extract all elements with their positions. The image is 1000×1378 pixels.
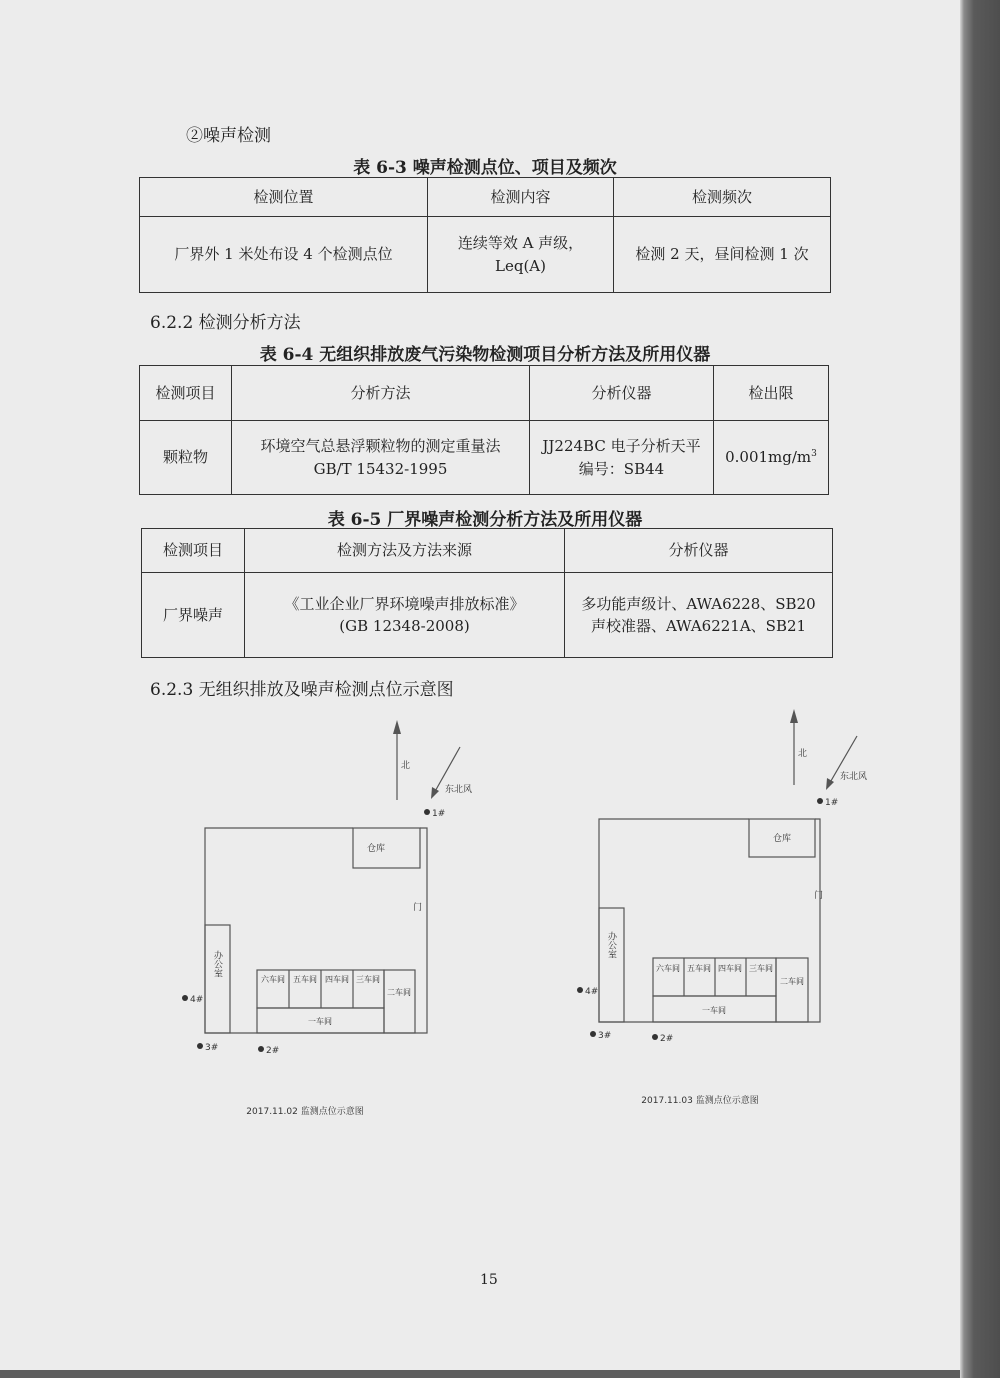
office-label: 办公室 [606,931,616,959]
content-line: Leq(A) [495,256,546,275]
point-2-marker [652,1034,658,1040]
gate-label: 门 [814,891,824,901]
north-label: 北 [401,761,411,771]
table-6-4-header: 检出限 [714,366,829,421]
instrument-line: JJ224BC 电子分析天平 [542,437,701,455]
point-1-label: 1# [825,798,839,808]
wind-label: 东北风 [445,785,473,795]
table-6-4-item-cell: 颗粒物 [140,421,232,495]
workshop-label: 三车间 [749,964,773,973]
table-6-4-caption: 表 6-4 无组织排放废气污染物检测项目分析方法及所用仪器 [259,345,711,365]
gate-label: 门 [413,903,423,913]
workshop-2-label: 二车间 [780,977,804,986]
table-6-3-caption: 表 6-3 噪声检测点位、项目及频次 [353,158,617,178]
table-6-4-header: 分析方法 [232,366,530,421]
table-6-5-header: 检测项目 [142,529,245,573]
workshop-label: 五车间 [293,975,317,984]
instrument-line: 多功能声级计、AWA6228、SB20 [581,594,816,613]
point-4-label: 4# [585,987,599,997]
workshop-1-label: 一车间 [702,1006,726,1015]
workshop-label: 六车间 [656,964,680,973]
page-number: 15 [480,1272,498,1288]
table-6-3-header: 检测频次 [614,178,831,217]
table-6-4-header: 检测项目 [140,366,232,421]
point-1-label: 1# [432,809,446,819]
table-6-3-header: 检测位置 [140,178,428,217]
instrument-line: 编号：SB44 [578,459,665,478]
scanner-edge-bottom [0,1370,960,1378]
method-line: GB/T 15432-1995 [313,459,448,478]
noise-section-label: ②噪声检测 [186,126,271,146]
diagram-1-caption: 2017.11.02 监测点位示意图 [246,1107,364,1117]
method-heading: 6.2.2 检测分析方法 [150,313,301,333]
point-2-label: 2# [266,1046,280,1056]
point-3-marker [590,1031,596,1037]
method-line: 环境空气总悬浮颗粒物的测定重量法 [260,437,501,455]
table-6-5-header: 检测方法及方法来源 [245,529,565,573]
point-3-label: 3# [205,1043,219,1053]
workshop-label: 四车间 [325,975,349,984]
workshop-1-label: 一车间 [308,1017,332,1026]
limit-value: 0.001mg/m [725,448,812,467]
point-1-marker [817,798,823,804]
table-6-5-caption: 表 6-5 厂界噪声检测分析方法及所用仪器 [327,510,643,530]
wind-label: 东北风 [840,772,868,782]
workshop-2-label: 二车间 [387,988,411,997]
table-6-3-position-cell: 厂界外 1 米处布设 4 个检测点位 [140,217,428,293]
workshop-label: 五车间 [687,964,711,973]
method-line: (GB 12348-2008) [339,617,470,635]
table-6-3-frequency-cell: 检测 2 天，昼间检测 1 次 [614,217,831,293]
warehouse-label: 仓库 [772,834,792,844]
workshop-label: 三车间 [356,975,380,984]
limit-superscript: 3 [811,449,817,460]
method-line: 《工业企业厂界环境噪声排放标准》 [284,594,525,613]
workshop-label: 六车间 [261,975,285,984]
table-6-3-header: 检测内容 [428,178,614,217]
instrument-line: 声校准器、AWA6221A、SB21 [590,617,807,635]
point-3-label: 3# [598,1031,612,1041]
table-6-4-header: 分析仪器 [530,366,714,421]
scanner-edge-right [960,0,1000,1378]
diagram-2-caption: 2017.11.03 监测点位示意图 [641,1096,759,1106]
table-6-5-header: 分析仪器 [565,529,833,573]
point-2-label: 2# [660,1034,674,1044]
table-6-5-item-cell: 厂界噪声 [142,573,245,658]
warehouse-label: 仓库 [366,844,386,854]
content-line: 连续等效 A 声级， [457,234,584,252]
north-label: 北 [798,749,808,759]
office-label: 办公室 [212,950,222,978]
point-4-marker [577,987,583,993]
workshop-label: 四车间 [718,964,742,973]
point-4-label: 4# [190,995,204,1005]
diagram-heading: 6.2.3 无组织排放及噪声检测点位示意图 [150,680,454,700]
